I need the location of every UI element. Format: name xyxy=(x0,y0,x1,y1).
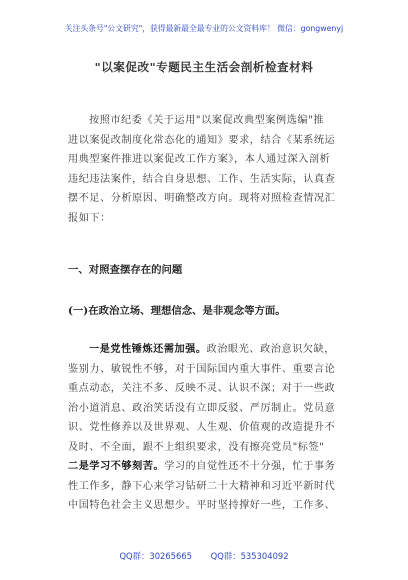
body-line: 中国特色社会主义思想少。平时坚持撑好一些，工作多、 xyxy=(68,500,336,511)
point-one-first-line xyxy=(68,340,335,360)
point-two-lead: 二是学习不够刻苦。 xyxy=(68,461,165,472)
intro-line: 违纪违法案件，结合自身思想、工作、生活实际，认真查 xyxy=(68,173,336,185)
body-line: 识、党性修养以及世界观、人生观、价值观的改造提升不 xyxy=(68,422,336,433)
body-line: 重点动态，关注不多、反映不灵、认识不深；对于一些政 xyxy=(68,383,336,394)
point-one-text: 政治眼光、政治意识欠缺， xyxy=(206,344,335,355)
footer-qq-groups xyxy=(0,550,408,562)
body-line: 性工作多，静下心来学习钻研二十大精神和习近平新时代 xyxy=(68,480,336,492)
footer-qq-group-1: QQ群：30265665 xyxy=(119,551,192,561)
footer-qq-group-2: QQ群：535304092 xyxy=(210,551,289,561)
intro-line: 进以案促改制度化常态化的通知》要求，结合《某系统运 xyxy=(68,134,336,146)
body-line: 及时、不全面，跟不上组织要求，没有擦亮党员"标签" xyxy=(68,441,325,453)
body-line: 鉴别力、敏锐性不够，对于国际国内重大事件、重要言论 xyxy=(68,363,336,375)
point-two-first-line xyxy=(68,457,336,477)
body-line: 治小道消息、政治笑话没有立即反驳、严厉制止。党员意 xyxy=(68,402,336,414)
intro-line: 报如下： xyxy=(68,212,111,224)
body-paragraph xyxy=(68,340,336,516)
document-title: "以案促改"专题民主生活会剖析检查材料 xyxy=(94,60,314,74)
intro-paragraph xyxy=(68,111,336,228)
point-one-lead: 一是党性锤炼还需加强。 xyxy=(89,344,207,355)
section-heading: 一、对照查摆存在的问题 xyxy=(68,264,183,276)
header-banner: 关注头条号"公文研究"，获得最新最全最专业的公文资料库！ 微信：gongwenyj xyxy=(64,24,344,33)
intro-line: 摆不足、分析原因、明确整改方向。现将对照检查情况汇 xyxy=(68,193,336,204)
subsection-heading: (一)在政治立场、理想信念、是非观念等方面。 xyxy=(68,305,286,317)
point-two-text: 学习的自觉性还不十分强，忙于事务 xyxy=(164,461,336,472)
intro-line: 用典型案件推进以案促改工作方案》，本人通过深入剖析 xyxy=(68,154,331,165)
intro-line: 按照市纪委《关于运用"以案促改典型案例选编"推 xyxy=(89,115,325,126)
